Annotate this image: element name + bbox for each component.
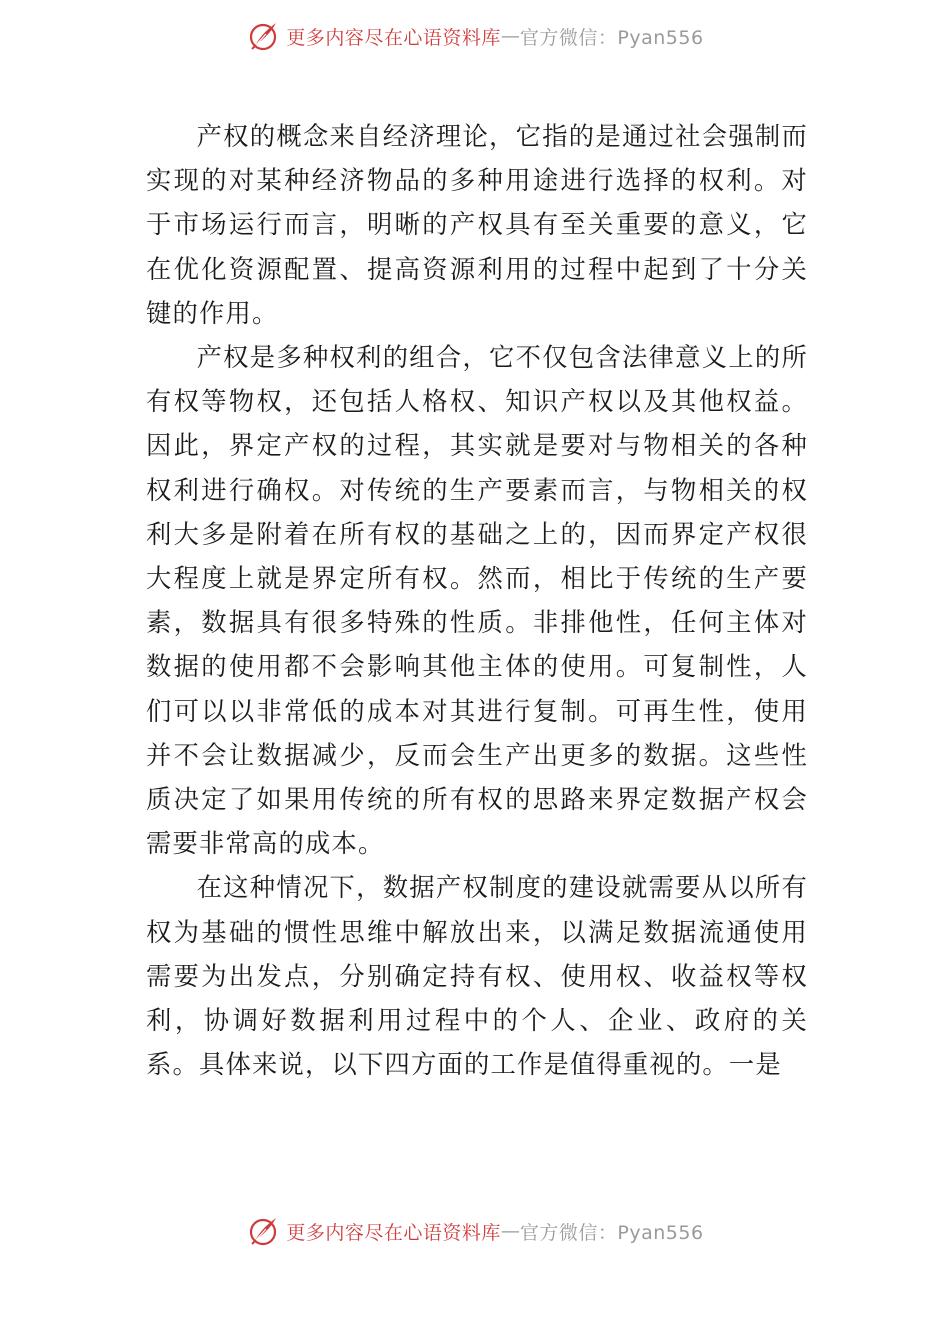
banner-contact: 官方微信：Pyan556 [519, 26, 704, 49]
article-body [146, 115, 808, 1087]
banner-title: 更多内容尽在心语资料库 [286, 1221, 501, 1244]
footer-watermark [0, 1211, 950, 1251]
banner-dash: — [500, 25, 520, 47]
banner-title: 更多内容尽在心语资料库 [286, 26, 501, 49]
feather-pen-logo-icon [246, 19, 280, 53]
banner-contact: 官方微信：Pyan556 [519, 1221, 704, 1244]
header-watermark [0, 16, 950, 56]
banner-dash: — [500, 1220, 520, 1242]
paragraph-2: 产权是多种权利的组合，它不仅包含法律意义上的所有权等物权，还包括人格权、知识产权以及其他权益。因此，界定产权的过程，其实就是要对与物相关的各种权利进行确权。对传统的生产要素而言，与物相关的权利大多是附着在所有权的基础之上的，因而界定产权很大程度上就是界定所有权。然而，相比于传统的生产要素，数据具有很多特殊的性质。非排他性，任何主体对数据的使用都不会影响其他主体的使用。可复制性，人们可以以非常低的成本对其进行复制。可再生性，使用并不会让数据减少，反而会生产出更多的数据。这些性质决定了如果用传统的所有权的思路来界定数据产权会需要非常高的成本。 [146, 343, 808, 859]
paragraph-3: 在这种情况下，数据产权制度的建设就需要从以所有权为基础的惯性思维中解放出来，以满足数据流通使用需要为出发点，分别确定持有权、使用权、收益权等权利，协调好数据利用过程中的个人、企业、政府的关系。具体来说，以下四方面的工作是值得重视的。一是 [146, 873, 808, 1080]
feather-pen-logo-icon [246, 1214, 280, 1248]
paragraph-1: 产权的概念来自经济理论，它指的是通过社会强制而实现的对某种经济物品的多种用途进行选择的权利。对于市场运行而言，明晰的产权具有至关重要的意义，它在优化资源配置、提高资源利用的过程中起到了十分关键的作用。 [146, 122, 808, 328]
